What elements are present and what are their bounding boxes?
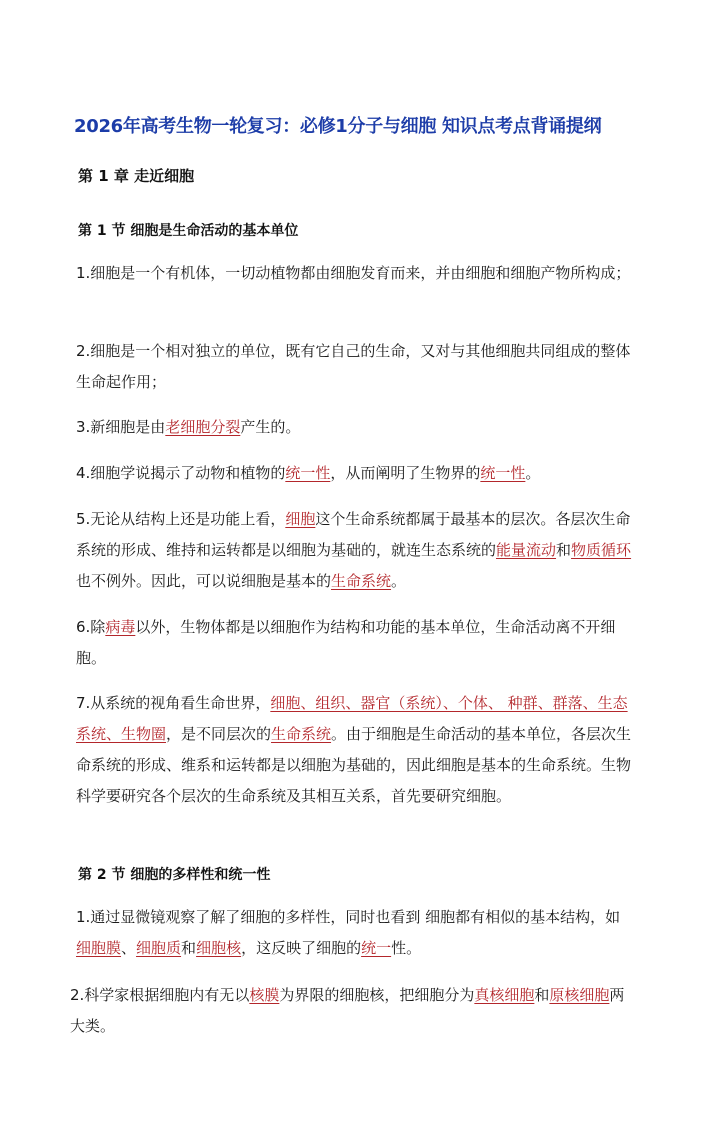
text-segment: 。 xyxy=(391,572,407,590)
text-segment: 也不例外。因此，可以说细胞是基本的 xyxy=(76,572,332,590)
key-term: 细胞核 xyxy=(196,939,242,957)
key-term: 物质循环 xyxy=(571,541,632,559)
paragraph xyxy=(76,688,632,812)
paragraph xyxy=(76,504,632,597)
document-title: 2026年高考生物一轮复习：必修1分子与细胞 知识点考点背诵提纲 xyxy=(74,116,602,137)
key-term: 细胞 xyxy=(285,510,316,528)
text-segment: 7.从系统的视角看生命世界， xyxy=(76,694,271,712)
paragraph xyxy=(76,612,632,674)
key-term: 生命系统 xyxy=(331,572,392,590)
text-segment: ，从而阐明了生物界的 xyxy=(330,464,481,482)
section-heading: 第 1 节 细胞是生命活动的基本单位 xyxy=(78,223,299,239)
text-segment: 5.无论从结构上还是功能上看， xyxy=(76,510,286,528)
text-segment: ，这反映了细胞的 xyxy=(241,939,362,957)
text-segment: 性。 xyxy=(391,939,422,957)
text-segment: 以外，生物体都是以细胞作为结构和功能的基本单位，生命活动离不开细胞。 xyxy=(76,618,616,667)
key-term: 细胞膜 xyxy=(76,939,122,957)
section-heading: 第 2 节 细胞的多样性和统一性 xyxy=(78,867,271,883)
key-term: 真核细胞 xyxy=(474,986,535,1004)
paragraph xyxy=(70,980,626,1042)
key-term: 细胞质 xyxy=(136,939,182,957)
paragraph xyxy=(76,902,632,964)
paragraph xyxy=(76,458,632,489)
key-term: 病毒 xyxy=(105,618,136,636)
text-segment: 2.科学家根据细胞内有无以 xyxy=(70,986,250,1004)
text-segment: 1.通过显微镜观察了解了细胞的多样性，同时也看到 细胞都有相似的基本结构，如 xyxy=(76,908,621,926)
text-segment: 6.除 xyxy=(76,618,106,636)
text-segment: 。 xyxy=(525,464,541,482)
text-segment: 、 xyxy=(121,939,137,957)
paragraph: 2.细胞是一个相对独立的单位，既有它自己的生命，又对与其他细胞共同组成的整体生命起作用； xyxy=(76,342,631,391)
text-segment: 和 xyxy=(181,939,197,957)
key-term: 老细胞分裂 xyxy=(165,418,241,436)
chapter-heading: 第 1 章 走近细胞 xyxy=(78,167,195,185)
text-segment: 3.新细胞是由 xyxy=(76,418,166,436)
text-segment: 产生的。 xyxy=(240,418,301,436)
key-term: 细胞、组织、器官（系统）、个体、 种群、群落、生态系统、生物圈 xyxy=(76,694,628,743)
key-term: 统一性 xyxy=(480,464,526,482)
key-term: 原核细胞 xyxy=(549,986,610,1004)
text-segment: 4.细胞学说揭示了动物和植物的 xyxy=(76,464,286,482)
key-term: 统一 xyxy=(361,939,392,957)
key-term: 统一性 xyxy=(285,464,331,482)
text-segment: 和 xyxy=(556,541,572,559)
text-segment: 这个生命系统都属于最基本的层次。各层次生命系统的形成、维持和运转都是以细胞为基础的，就连生态系统的 xyxy=(76,510,631,559)
key-term: 能量流动 xyxy=(496,541,557,559)
text-segment: 为界限的细胞核，把细胞分为 xyxy=(279,986,475,1004)
key-term: 核膜 xyxy=(249,986,280,1004)
text-segment: ，是不同层次的 xyxy=(166,725,272,743)
text-segment: 两大类。 xyxy=(70,986,625,1035)
key-term: 生命系统 xyxy=(271,725,332,743)
paragraph xyxy=(76,412,632,443)
text-segment: 。由于细胞是生命活动的基本单位，各层次生命系统的形成、维系和运转都是以细胞为基础的，因此细胞是基本的生命系统。生物科学要研究各个层次的生命系统及其相互关系，首先要研究细胞。 xyxy=(76,725,632,805)
paragraph: 1.细胞是一个有机体，一切动植物都由细胞发育而来，并由细胞和细胞产物所构成； xyxy=(76,264,631,282)
text-segment: 和 xyxy=(534,986,550,1004)
